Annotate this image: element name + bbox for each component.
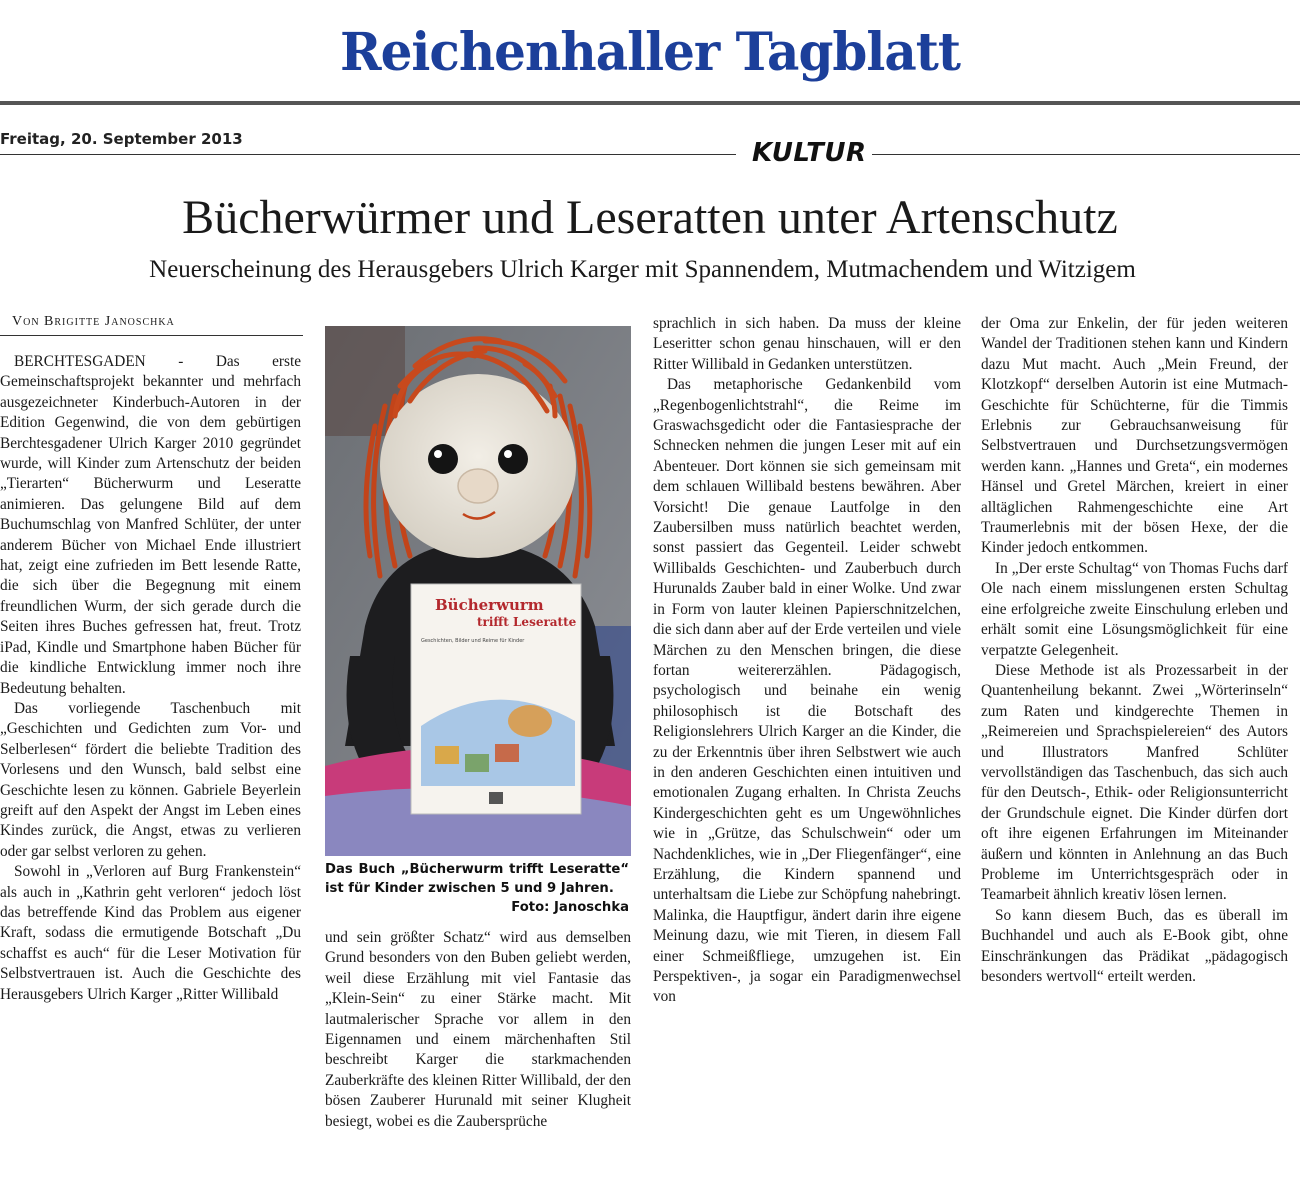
masthead-logo: Reichenhaller Tagblatt — [340, 20, 960, 83]
photo-credit: Foto: Janoschka — [511, 900, 629, 915]
article-column-4 — [981, 314, 1288, 1174]
doll-with-book-photo — [325, 326, 631, 856]
paragraph: Diese Methode ist als Prozessarbeit in der Quantenheilung bekannt. Zwei „Wörterinseln“ zum Raten und kindgerechte Themen in „Reimereien und Sprachspielereien“ des Autors und Illustrators Manfred Schlüter vervollständigen das Taschenbuch, das sich auch für den Deutsch-, Ethik- oder Religionsunterricht der Grundschule eignet. Die Kinder dürfen dort oft ihre eigenen Erfahrungen im Miteinander äußern und könnten in Anlehnung an das Buch Probleme im Unterrichtsgespräch oder in Teamarbeit ähnlich kreativ lösen lernen. — [981, 661, 1288, 904]
book-cover-title-2: trifft Leseratte — [477, 615, 577, 629]
subheadline: Neuerscheinung des Herausgebers Ulrich Karger mit Spannendem, Mutmachendem und Witzigem — [149, 256, 1136, 283]
article-column-2 — [325, 928, 631, 1174]
paragraph: der Oma zur Enkelin, der für jeden weiteren Wandel der Traditionen stehen kann und Kindern dazu Mut macht. Auch „Mein Freund, der Klotzkopf“ derselben Autorin ist eine Mutmach-Geschichte für Schüchterne, für die Timmis Erlebnis zur Gebrauchsanweisung für Selbstvertrauen und Durchsetzungsvermögen werden kann. „Hannes und Greta“, ein modernes Hänsel und Gretel Märchen, kreiert in einer alltäglichen Rahmengeschichte eine Art Traumerlebnis mit der bösen Hexe, der die Kinder jedoch entkommen. — [981, 315, 1288, 557]
paragraph: Sowohl in „Verloren auf Burg Frankenstein“ als auch in „Kathrin geht verloren“ jedoch löst das betreffende Kind das Problem aus eigener Kraft, sodass die ermutigende Botschaft „Du schaffst es auch“ für die Leser Motivation für Selbstvertrauen ist. Auch die Geschichte des Herausgebers Ulrich Karger „Ritter Willibald — [0, 863, 301, 1003]
book-cover-subtitle: Geschichten, Bilder und Reime für Kinder — [421, 638, 525, 644]
article-column-1 — [0, 352, 301, 1174]
paragraph: sprachlich in sich haben. Da muss der kleine Leseritter schon genau hinschauen, will er den Ritter Willibald in Gedanken unterstützen. — [653, 315, 961, 373]
paragraph: In „Der erste Schultag“ von Thomas Fuchs darf Ole nach einem misslungenen ersten Schultag eine erfolgreiche zweite Einschulung erleben und erhält somit eine Lösungsmöglichkeit für eine verpatzte Gelegenheit. — [981, 559, 1288, 659]
paragraph: Das metaphorische Gedankenbild vom „Regenbogenlichtstrahl“, die Reime im Graswachsgedicht oder die Fantasiesprache der Schnecken nehmen die jungen Leser mit auf ein Abenteuer. Dort können sie sich gemeinsam mit dem schlauen Willibald bestens bewähren. Aber Vorsicht! Die genaue Lautfolge in den Zaubersilben muss natürlich beachtet werden, sonst passiert das Gegenteil. Leider schwebt Willibalds Geschichten- und Zauberbuch durch Hurunalds Zauber bald in einer Wolke. Und zwar in Form von lauter kleinen Papierschnitzelchen, die sich dann aber auf der Erde verteilen und viele Märchen zu den Menschen bringen, die diese fortan weitererzählen. Pädagogisch, psychologisch und beinahe ein wenig philosophisch ist die Botschaft des Religionslehrers Ulrich Karger an die Kinder, die zu der Erkenntnis über ihren Selbstwert wie auch in den anderen Geschichten einen intuitiven und emotionalen Zugang erhalten. In Christa Zeuchs Kindergeschichten geht es um Ungewöhnliches wie in „Grütze, das Schulschwein“ oder um Nachdenkliches, wie in „Der Fliegenfänger“, eine Erzählung, die Kindern spannend und unterhaltsam die Liebe zur Schöpfung nahebringt. Malinka, die Hauptfigur, ändert darin ihre eigene Meinung dazu, wie mit Tieren, in diesem Fall einer Schmeißfliege, umzugehen ist. Ein Perspektiven-, ja sogar ein Paradigmenwechsel von — [653, 376, 961, 1006]
byline: Von Brigitte Janoschka — [12, 314, 175, 329]
byline-rule — [0, 335, 303, 336]
dateline: Freitag, 20. September 2013 — [0, 130, 243, 148]
headline: Bücherwürmer und Leseratten unter Artenschutz — [182, 191, 1118, 244]
paragraph: und sein größter Schatz“ wird aus demselben Grund besonders von den Buben geliebt werden, weil diese Erzählung mit viel Fantasie das „Klein-Sein“ zu einer Stärke macht. Mit lautmalerischer Sprache vor allem in den Eigennamen und einem märchenhaften Stil beschreibt Karger die starkmachenden Zauberkräfte des kleinen Ritter Willibald, der den bösen Zauberer Hurunald mit seiner Klugheit besiegt, wobei es die Zaubersprüche — [325, 929, 631, 1130]
caption-text: Das Buch „Bücherwurm trifft Leseratte“ ist für Kinder zwischen 5 und 9 Jahren. — [325, 862, 629, 896]
photo-caption — [325, 860, 629, 917]
section-rule-left — [0, 154, 736, 155]
paragraph: So kann diesem Buch, das es überall im Buchhandel und auch als E-Book gibt, ohne Einschränkungen das Prädikat „pädagogisch besonders wertvoll“ erteilt werden. — [981, 906, 1288, 985]
masthead-rule — [0, 101, 1300, 105]
article-column-3 — [653, 314, 961, 1174]
section-label: KULTUR — [752, 138, 867, 168]
section-rule-right — [872, 154, 1300, 155]
paragraph: Das vorliegende Taschenbuch mit „Geschichten und Gedichten zum Vor- und Selberlesen“ fördert die beliebte Tradition des Vorlesens und den Wunsch, bald selbst eine Geschichte lesen zu können. Gabriele Beyerlein greift auf den Aspekt der Angst im Leben eines Kindes zurück, die Angst, etwas zu verlieren oder gar selbst verloren zu gehen. — [0, 699, 301, 860]
book-cover-title: Bücherwurm — [435, 596, 544, 614]
paragraph: BERCHTESGADEN - Das erste Gemeinschaftsprojekt bekannter und mehrfach ausgezeichneter Kinderbuch-Autoren in der Edition Gegenwind, die von dem gebürtigen Berchtesgadener Ulrich Karger 2010 gegründet wurde, will Kinder zum Artenschutz der beiden „Tierarten“ Bücherwurm und Leseratte animieren. Das gelungene Bild auf dem Buchumschlag von Manfred Schlüter, der unter anderem Bücher von Michael Ende illustriert hat, zeigt eine zufrieden im Bett lesende Ratte, die sich über die Begegnung mit einem freundlichen Wurm, der sich gerade durch die Seiten ihres Buches gefressen hat, freut. Trotz iPad, Kindle und Smartphone haben Bücher für die kindliche Entwicklung immer noch ihre Bedeutung behalten. — [0, 353, 301, 697]
